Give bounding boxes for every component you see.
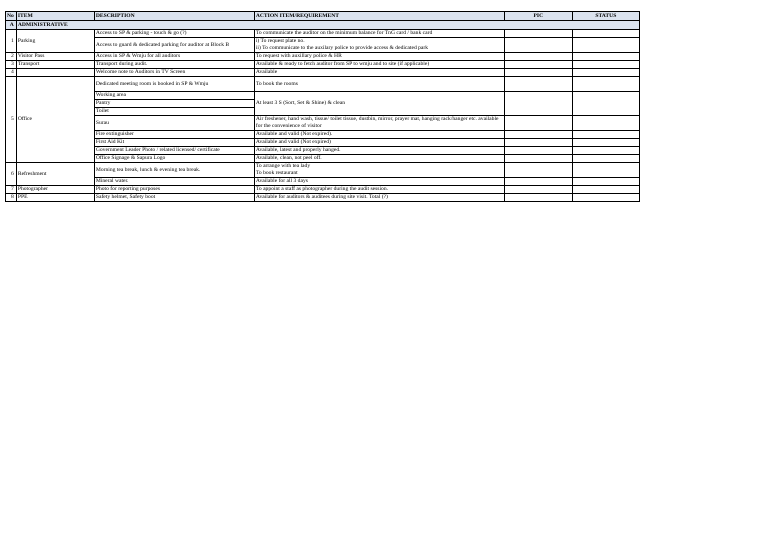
audit-checklist-table xyxy=(5,11,640,202)
row-status[interactable] xyxy=(572,139,639,147)
row-item: Parking xyxy=(16,30,94,53)
row-status[interactable] xyxy=(572,77,639,92)
row-action[interactable]: Available, clean, not peel off. xyxy=(254,155,504,163)
row-description[interactable]: Pantry xyxy=(94,100,254,108)
row-description[interactable]: Photo for reporting purposes xyxy=(94,186,254,194)
row-action[interactable]: To request with auxillary police & HR xyxy=(254,53,504,61)
header-item: ITEM xyxy=(16,12,94,21)
row-pic[interactable] xyxy=(504,77,572,92)
header-pic: PIC xyxy=(504,12,572,21)
table-row xyxy=(6,139,640,147)
row-pic[interactable] xyxy=(504,194,572,202)
row-pic[interactable] xyxy=(504,61,572,69)
section-letter: A xyxy=(6,21,17,30)
row-description[interactable]: Access to guard & dedicated parking for auditor at Block B xyxy=(94,38,254,53)
row-description[interactable]: Safety helmet, Safety boot xyxy=(94,194,254,202)
row-no: 2 xyxy=(6,53,17,61)
row-no: 6 xyxy=(6,163,17,186)
row-status[interactable] xyxy=(572,147,639,155)
row-action[interactable]: To communicate the auditor on the minimum balance for TnG card / bank card xyxy=(254,30,504,38)
row-status[interactable] xyxy=(572,186,639,194)
row-item: Visitor Pass xyxy=(16,53,94,61)
table-row xyxy=(6,69,640,77)
row-status[interactable] xyxy=(572,131,639,139)
row-action[interactable]: Available for all 3 days xyxy=(254,178,504,186)
header-action: ACTION ITEM/REQUIREMENT xyxy=(254,12,504,21)
table-row xyxy=(6,77,640,92)
row-action[interactable]: Available and valid (Not expired). xyxy=(254,131,504,139)
row-action[interactable]: To book the rooms xyxy=(254,77,504,92)
header-no: No xyxy=(6,12,17,21)
row-no: 4 xyxy=(6,69,17,77)
table-row xyxy=(6,147,640,155)
row-description[interactable]: Access in SP & Wmju for all auditors xyxy=(94,53,254,61)
row-item: PPE xyxy=(16,194,94,202)
row-action[interactable]: At least 3 S (Sort, Set & Shine) & clean xyxy=(254,92,504,116)
row-description[interactable]: Transport during audit. xyxy=(94,61,254,69)
row-no: 3 xyxy=(6,61,17,69)
row-action[interactable]: Available & ready to fetch auditor from SP to wmju and to site (if applicable) xyxy=(254,61,504,69)
table-row xyxy=(6,30,640,38)
row-pic[interactable] xyxy=(504,131,572,139)
table-row xyxy=(6,178,640,186)
row-item: Refreshment xyxy=(16,163,94,186)
row-status[interactable] xyxy=(572,194,639,202)
row-description[interactable]: Working area xyxy=(94,92,254,100)
table-row xyxy=(6,186,640,194)
row-pic[interactable] xyxy=(504,53,572,61)
row-pic[interactable] xyxy=(504,30,572,38)
row-action[interactable]: To appoint a staff as photographer during the audit session. xyxy=(254,186,504,194)
section-title: ADMINISTRATIVE xyxy=(16,21,639,30)
row-status[interactable] xyxy=(572,163,639,178)
row-pic[interactable] xyxy=(504,38,572,53)
table-row xyxy=(6,53,640,61)
row-status[interactable] xyxy=(572,69,639,77)
row-action[interactable]: i) To request plate no. ii) To communicate to the auxilary police to provide access & dedicated park xyxy=(254,38,504,53)
row-status[interactable] xyxy=(572,30,639,38)
row-item: Office xyxy=(16,77,94,163)
row-action[interactable]: Available and valid (Not expired) xyxy=(254,139,504,147)
row-no: 5 xyxy=(6,77,17,163)
table-row xyxy=(6,163,640,178)
row-description[interactable]: Office Signage & Sapura Logo xyxy=(94,155,254,163)
row-description[interactable]: Mineral water. xyxy=(94,178,254,186)
row-no: 7 xyxy=(6,186,17,194)
table-row xyxy=(6,155,640,163)
table-row xyxy=(6,116,640,131)
header-status: STATUS xyxy=(572,12,639,21)
row-description[interactable]: Morning tea break, lunch & evening tea break. xyxy=(94,163,254,178)
row-pic[interactable] xyxy=(504,69,572,77)
row-pic[interactable] xyxy=(504,178,572,186)
row-action[interactable]: Available xyxy=(254,69,504,77)
row-action[interactable]: To arrange with tea lady To book restaurant xyxy=(254,163,504,178)
row-status[interactable] xyxy=(572,38,639,53)
row-description[interactable]: Access to SP & parking - touch & go (?) xyxy=(94,30,254,38)
table-row xyxy=(6,61,640,69)
header-row xyxy=(6,12,640,21)
row-description[interactable]: Surau xyxy=(94,116,254,131)
row-action[interactable]: Air freshener, hand wash, tissue/ toilet tissue, dustbin, mirror, prayer mat, hanging rack/hanger etc. available for the convenience of visitor xyxy=(254,116,504,131)
row-item: Transport xyxy=(16,61,94,69)
row-pic[interactable] xyxy=(504,186,572,194)
row-description[interactable]: Dedicated meeting room is booked in SP & Wmju xyxy=(94,77,254,92)
row-item: Photographer xyxy=(16,186,94,194)
row-status[interactable] xyxy=(572,155,639,163)
table-row xyxy=(6,38,640,53)
row-no: 1 xyxy=(6,30,17,53)
row-description[interactable]: Fire extinguisher xyxy=(94,131,254,139)
row-pic[interactable] xyxy=(504,116,572,131)
row-description[interactable]: Government Leader Photo / related licensed/ certificate xyxy=(94,147,254,155)
row-description[interactable]: Welcome note to Auditors in TV Screen xyxy=(94,69,254,77)
row-status[interactable] xyxy=(572,92,639,116)
row-item xyxy=(16,69,94,77)
row-action[interactable]: Available, latest and properly hanged. xyxy=(254,147,504,155)
row-status[interactable] xyxy=(572,61,639,69)
section-row xyxy=(6,21,640,30)
row-action[interactable]: Available for auditors & auditees during site visit. Total (?) xyxy=(254,194,504,202)
row-pic[interactable] xyxy=(504,163,572,178)
row-pic[interactable] xyxy=(504,92,572,116)
row-no: 8 xyxy=(6,194,17,202)
table-row xyxy=(6,131,640,139)
table-row xyxy=(6,194,640,202)
row-status[interactable] xyxy=(572,178,639,186)
row-status[interactable] xyxy=(572,53,639,61)
row-status[interactable] xyxy=(572,116,639,131)
row-description[interactable]: Toilet xyxy=(94,108,254,116)
row-description[interactable]: First Aid Kit xyxy=(94,139,254,147)
row-pic[interactable] xyxy=(504,147,572,155)
header-description: DESCRIPTION xyxy=(94,12,254,21)
row-pic[interactable] xyxy=(504,139,572,147)
table-row xyxy=(6,92,640,100)
row-pic[interactable] xyxy=(504,155,572,163)
